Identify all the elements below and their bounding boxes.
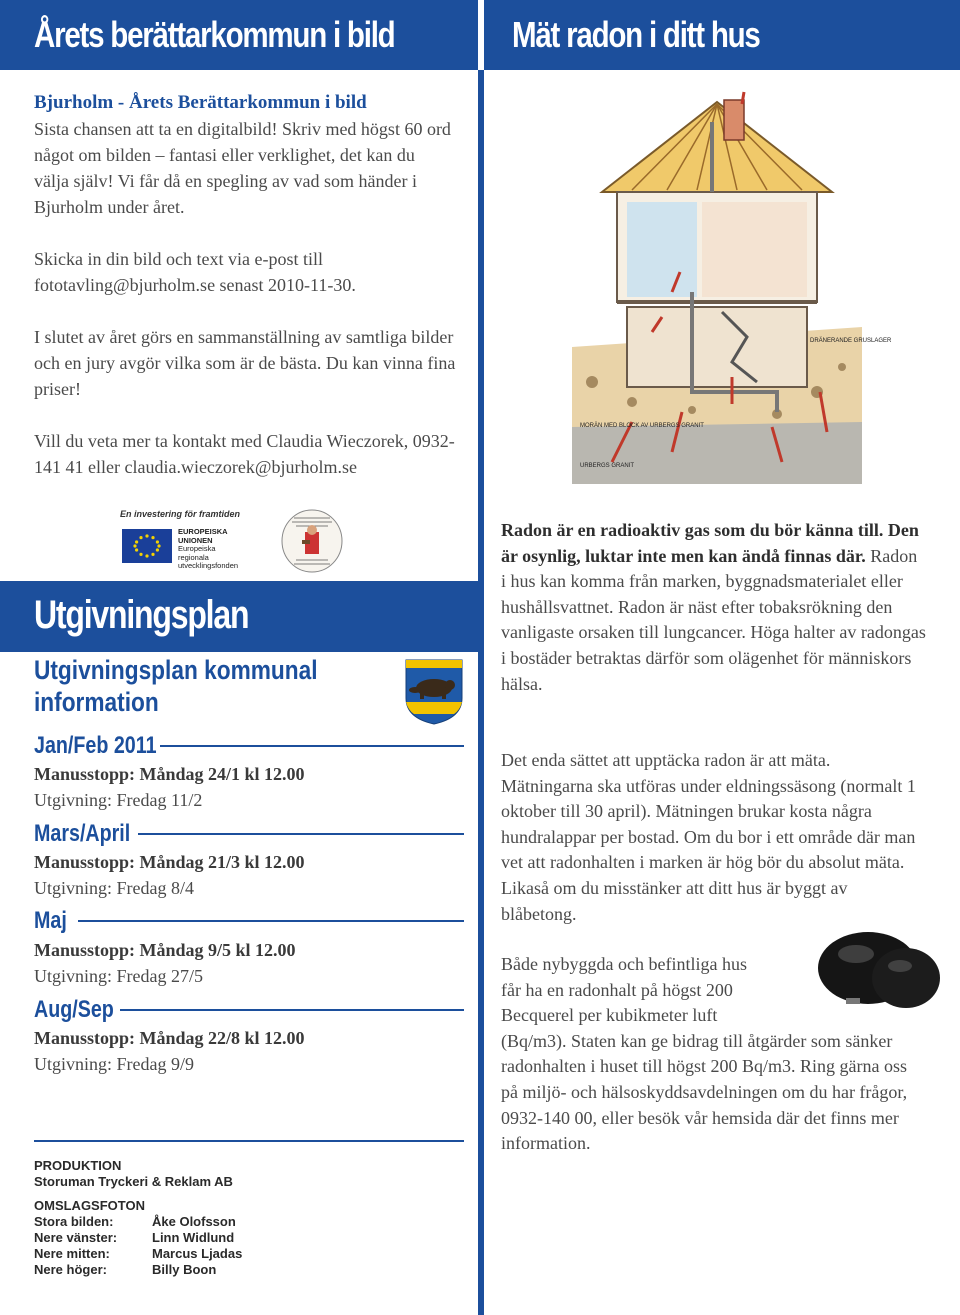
- radon-house-illustration: [572, 92, 892, 484]
- credits-block: [34, 1158, 242, 1278]
- radon-paragraph-3: Både nybyggda och befintliga hus får ha en radonhalt på högst 200 Becquerel per kubikmeter luft (Bq/m3). Staten kan ge bidrag till åtgärder som sänker radonhalten i huset till högst 200 Bq/m3. Ring gärna oss på miljö- och hälsoskyddsavdelningen om du har frågor, 0932-140 00, eller besök vår hemsida där det finns mer information.: [501, 954, 908, 1154]
- credit-row: Nere vänster: Linn Widlund: [34, 1230, 235, 1245]
- utgivningsplan-title: Utgivningsplan: [34, 593, 249, 637]
- coat-of-arms-icon: [404, 658, 464, 726]
- story-paragraph-4: Vill du veta mer ta kontakt med Claudia Wieczorek, 0932-141 41 eller claudia.wieczorek@bjurholm.se: [34, 431, 455, 477]
- eu-caption: En investering för framtiden: [120, 509, 241, 519]
- omslagsfoton-label: OMSLAGSFOTON: [34, 1198, 145, 1213]
- story-headline: Bjurholm - Årets Berättarkommun i bild: [34, 92, 367, 113]
- banner-left: [0, 0, 478, 70]
- credits-rule: [34, 1140, 464, 1142]
- utgivningsplan-subtitle: Utgivningsplan kommunal information: [34, 655, 318, 717]
- column-divider: [478, 70, 484, 1315]
- svg-text:DRÄNERANDE GRUSLAGER: DRÄNERANDE GRUSLAGER: [810, 338, 892, 344]
- period-rule: [120, 1009, 464, 1011]
- radon-intro: [501, 518, 926, 697]
- utgivning-line: Utgivning: Fredag 9/9: [34, 1054, 194, 1074]
- svg-text:MORÄN MED BLOCK AV URBERGS GRA: MORÄN MED BLOCK AV URBERGS GRANIT: [580, 423, 704, 429]
- produktion-value: Storuman Tryckeri & Reklam AB: [34, 1174, 233, 1189]
- credit-row: Nere mitten: Marcus Ljadas: [34, 1246, 243, 1261]
- story-section: [34, 90, 466, 480]
- story-paragraph-1: Sista chansen att ta en digitalbild! Skriv med högst 60 ord något om bilden – fantasi eller verklighet, det kan du välja själv! Vi får då en spegling av vad som händer i Bjurholm under året.: [34, 119, 451, 217]
- manusstopp-line: Manusstopp: Måndag 9/5 kl 12.00: [34, 940, 296, 960]
- utgivning-line: Utgivning: Fredag 27/5: [34, 966, 203, 986]
- story-paragraph-3: I slutet av året görs en sammanställning av samtliga bilder och en jury avgör vilka som är de bästa. Du kan vinna fina priser!: [34, 327, 456, 399]
- banner-right: [484, 0, 960, 70]
- period-rule: [160, 745, 464, 747]
- period-heading: Aug/Sep: [34, 996, 114, 1023]
- radon-lead-rest: Radon i hus kan komma från marken, byggnadsmaterialet eller hushållsvattnet. Radon är näst efter tobaksrökning den vanligaste orsaken till lungcancer. Höga halter av radongas i bostäder betraktas därför som olägenhet för människors hälsa.: [501, 545, 926, 694]
- radon-detector-photo: [806, 920, 944, 1020]
- radon-lead-bold: Radon är en radioaktiv gas som du bör känna till. Den är osynlig, luktar inte men kan ändå finnas där.: [501, 520, 919, 566]
- manusstopp-line: Manusstopp: Måndag 21/3 kl 12.00: [34, 852, 305, 872]
- eu-text: EUROPEISKA UNIONEN Europeiska regionala utvecklingsfonden: [178, 527, 239, 570]
- produktion-label: PRODUKTION: [34, 1158, 122, 1173]
- eu-logo: [120, 509, 250, 569]
- credit-row: Nere höger: Billy Boon: [34, 1262, 217, 1277]
- manusstopp-line: Manusstopp: Måndag 24/1 kl 12.00: [34, 764, 305, 784]
- banner-right-title: Mät radon i ditt hus: [512, 14, 760, 55]
- period-heading: Maj: [34, 907, 67, 934]
- radon-paragraph-2: Det enda sättet att upptäcka radon är att mäta. Mätningarna ska utföras under eldningssäsong (normalt 1 oktober till 30 april). Mätningen brukar kosta några hundralappar per bostad. Om du bor i ett område där man vet att radonhalten i marken är hög bör du absolut mäta. Likaså om du misstänker att ditt hus är byggt av blåbetong.: [501, 750, 916, 924]
- berattarkommun-badge-logo: [280, 508, 344, 574]
- period-rule: [138, 833, 464, 835]
- svg-text:URBERGS GRANIT: URBERGS GRANIT: [580, 463, 635, 469]
- story-paragraph-2: Skicka in din bild och text via e-post till fototavling@bjurholm.se senast 2010-11-30.: [34, 249, 356, 295]
- banner-left-title: Årets berättarkommun i bild: [34, 14, 395, 55]
- utgivningsplan-band: [0, 581, 478, 652]
- period-rule: [78, 920, 464, 922]
- period-heading: Jan/Feb 2011: [34, 732, 157, 759]
- credit-row: Stora bilden: Åke Olofsson: [34, 1214, 236, 1229]
- utgivning-line: Utgivning: Fredag 11/2: [34, 790, 203, 810]
- utgivning-line: Utgivning: Fredag 8/4: [34, 878, 194, 898]
- eu-flag-icon: [122, 529, 172, 563]
- manusstopp-line: Manusstopp: Måndag 22/8 kl 12.00: [34, 1028, 305, 1048]
- period-heading: Mars/April: [34, 820, 131, 847]
